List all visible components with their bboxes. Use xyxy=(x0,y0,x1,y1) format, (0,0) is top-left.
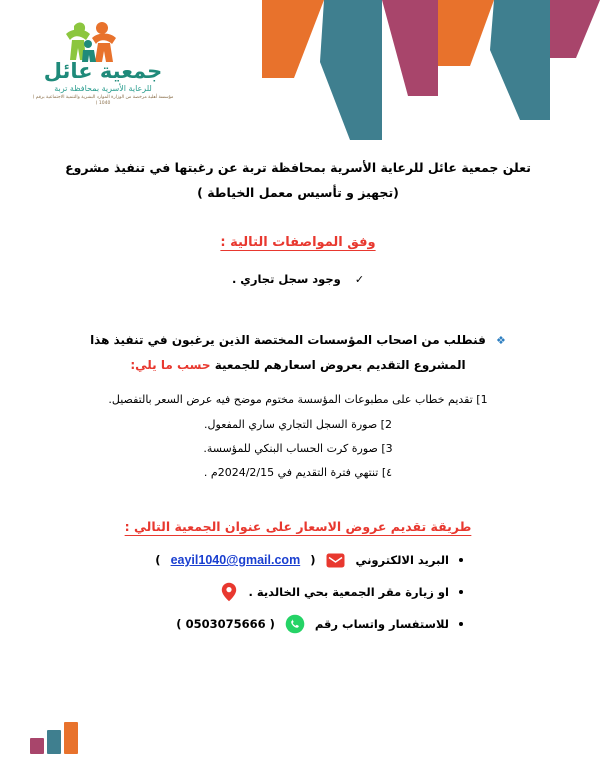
list-item: 1] تقديم خطاب على مطبوعات المؤسسة مختوم موضح فيه عرض السعر بالتفصيل. xyxy=(108,393,488,407)
headline xyxy=(34,155,562,205)
list-item: ٤] تنتهي فترة التقديم في 2024/2/15م . xyxy=(203,465,393,479)
whatsapp-icon xyxy=(285,614,305,634)
logo-mark-icon xyxy=(28,18,178,62)
organization-logo xyxy=(28,18,178,108)
headline-line-1: تعلن جمعية عائل للرعاية الأسرية بمحافظة تربة عن رغبتها في تنفيذ مشروع xyxy=(65,160,531,175)
check-icon: ✓ xyxy=(354,273,365,286)
bottom-bar-orange xyxy=(64,722,78,754)
paren-close: ) xyxy=(155,553,161,568)
contact-list xyxy=(34,550,562,634)
logo-name-arabic: جمعية عائل xyxy=(43,59,163,83)
request-line-2-red: حسب ما يلي: xyxy=(130,358,211,373)
decorative-bottom-bars xyxy=(30,722,78,754)
specification-item xyxy=(34,272,562,286)
logo-license-text: مؤسسة أهلية مرخصة من الوزارة الموارد البشرية والتنمية الاجتماعية برقم ( 1040 ) xyxy=(32,95,174,107)
logo-subtitle-arabic: للرعاية الأسرية بمحافظة تربة xyxy=(54,84,152,94)
contact-row-whatsapp xyxy=(133,614,463,634)
contact-label-email: البريد الالكتروني xyxy=(355,553,449,568)
contact-label-address: او زيارة مقر الجمعية بحي الخالدية . xyxy=(248,585,449,600)
decorative-zigzag-banner xyxy=(232,0,600,140)
zigzag-svg xyxy=(232,0,600,140)
requirements-list xyxy=(34,388,562,485)
headline-line-2: (تجهيز و تأسيس معمل الخياطة ) xyxy=(197,185,399,200)
bottom-bar-magenta xyxy=(30,738,44,754)
list-item: 3] صورة كرت الحساب البنكي للمؤسسة. xyxy=(203,441,393,455)
specification-item-text: وجود سجل تجاري . xyxy=(231,272,341,286)
location-pin-icon xyxy=(219,582,239,602)
diamond-bullet-icon: ❖ xyxy=(496,334,506,347)
email-link[interactable]: eayil1040@gmail.com xyxy=(170,553,301,568)
bottom-bar-teal xyxy=(47,730,61,754)
bullet-dot-icon xyxy=(459,590,463,594)
paren-open: ( xyxy=(310,553,316,568)
email-icon xyxy=(325,550,345,570)
list-item: 2] صورة السجل التجاري ساري المفعول. xyxy=(204,417,392,431)
request-line-2-black: المشروع التقديم بعروض اسعارهم للجمعية xyxy=(214,358,466,373)
request-line-1: فنطلب من اصحاب المؤسسات المختصة الذين يرغبون في تنفيذ هذا xyxy=(90,333,486,347)
announcement-body xyxy=(0,155,600,634)
contact-label-whatsapp: للاستفسار واتساب رقم xyxy=(314,617,449,632)
contact-row-email xyxy=(133,550,463,570)
bullet-dot-icon xyxy=(459,622,463,626)
contact-row-address xyxy=(133,582,463,602)
whatsapp-number: ( 0503075666 ) xyxy=(176,617,275,632)
logo-glyph-svg xyxy=(28,18,178,64)
request-paragraph xyxy=(34,328,562,378)
specifications-title: وفق المواصفات التالية : xyxy=(220,235,376,250)
bullet-dot-icon xyxy=(459,558,463,562)
contact-section-title: طريقة تقديم عروض الاسعار على عنوان الجمعية التالي : xyxy=(124,519,472,535)
